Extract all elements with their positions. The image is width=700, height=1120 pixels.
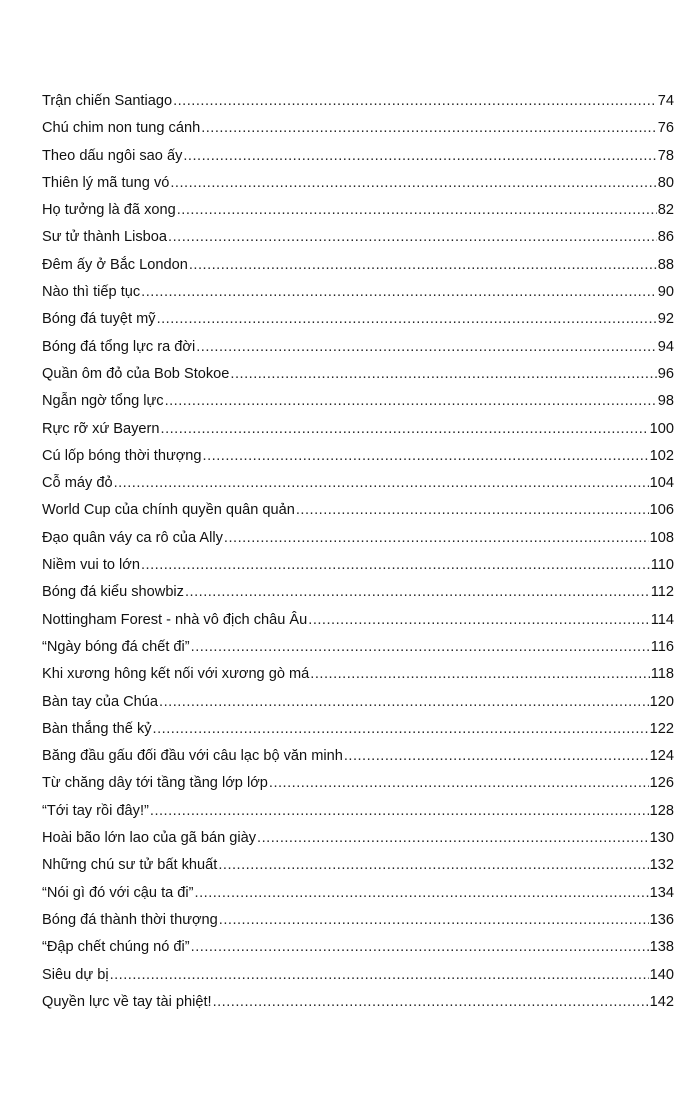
toc-entry[interactable] bbox=[42, 443, 674, 470]
table-of-contents bbox=[42, 88, 674, 1016]
toc-entry-title: Bàn thắng thế kỷ bbox=[42, 720, 152, 737]
toc-entry[interactable] bbox=[42, 143, 674, 170]
toc-dot-leader bbox=[196, 334, 657, 361]
toc-entry[interactable] bbox=[42, 798, 674, 825]
toc-entry-page: 126 bbox=[649, 775, 674, 792]
toc-entry-title: Hoài bão lớn lao của gã bán giày bbox=[42, 830, 257, 847]
toc-dot-leader bbox=[269, 770, 649, 797]
toc-entry-title: Ngẫn ngờ tổng lực bbox=[42, 393, 164, 410]
toc-entry-title: Từ chăng dây tới tầng tầng lớp lớp bbox=[42, 775, 268, 792]
toc-dot-leader bbox=[310, 661, 649, 688]
toc-entry-page: 76 bbox=[657, 120, 674, 137]
toc-entry-title: Họ tưởng là đã xong bbox=[42, 202, 176, 219]
toc-entry-page: 130 bbox=[649, 830, 674, 847]
toc-entry-title: Trận chiến Santiago bbox=[42, 93, 173, 109]
toc-entry-page: 86 bbox=[657, 229, 674, 246]
toc-entry-page: 118 bbox=[650, 666, 674, 683]
toc-entry-title: Đêm ấy ở Bắc London bbox=[42, 256, 188, 273]
toc-entry-page: 114 bbox=[650, 611, 674, 628]
toc-entry-title: Quần ôm đỏ của Bob Stokoe bbox=[42, 365, 230, 382]
toc-entry-title: “Nói gì đó với cậu ta đi” bbox=[42, 884, 194, 901]
toc-entry-page: 82 bbox=[657, 202, 674, 219]
toc-dot-leader bbox=[185, 579, 650, 606]
toc-entry[interactable] bbox=[42, 743, 674, 770]
toc-entry-title: World Cup của chính quyền quân quản bbox=[42, 502, 295, 519]
toc-dot-leader bbox=[168, 224, 657, 251]
toc-entry-page: 106 bbox=[649, 502, 674, 519]
toc-entry-title: Quyền lực về tay tài phiệt! bbox=[42, 993, 212, 1010]
toc-dot-leader bbox=[157, 306, 657, 333]
toc-entry[interactable] bbox=[42, 634, 674, 661]
toc-entry[interactable] bbox=[42, 907, 674, 934]
toc-entry-page: 136 bbox=[649, 911, 674, 928]
toc-entry-title: Thiên lý mã tung vó bbox=[42, 174, 170, 191]
toc-entry-page: 102 bbox=[649, 447, 674, 464]
toc-entry[interactable] bbox=[42, 689, 674, 716]
toc-entry-title: Bóng đá thành thời thượng bbox=[42, 911, 218, 928]
toc-entry-title: Niềm vui to lớn bbox=[42, 557, 140, 574]
toc-entry[interactable] bbox=[42, 607, 674, 634]
toc-entry[interactable] bbox=[42, 934, 674, 961]
toc-dot-leader bbox=[191, 934, 649, 961]
toc-dot-leader bbox=[218, 852, 648, 879]
toc-entry-page: 138 bbox=[649, 939, 674, 956]
toc-entry-title: Bóng đá tuyệt mỹ bbox=[42, 311, 156, 328]
toc-entry-page: 116 bbox=[650, 638, 674, 655]
toc-entry[interactable] bbox=[42, 361, 674, 388]
toc-entry[interactable] bbox=[42, 416, 674, 443]
toc-entry-page: 92 bbox=[657, 311, 674, 328]
toc-entry-title: Nào thì tiếp tục bbox=[42, 284, 141, 301]
toc-dot-leader bbox=[230, 361, 656, 388]
toc-dot-leader bbox=[213, 989, 649, 1016]
toc-dot-leader bbox=[170, 170, 656, 197]
toc-entry-page: 88 bbox=[657, 256, 674, 273]
toc-dot-leader bbox=[114, 470, 649, 497]
toc-entry[interactable] bbox=[42, 661, 674, 688]
toc-entry-page: 104 bbox=[649, 475, 674, 492]
toc-entry-page: 124 bbox=[649, 748, 674, 765]
toc-entry-title: Cỗ máy đỏ bbox=[42, 475, 113, 492]
toc-dot-leader bbox=[344, 743, 649, 770]
toc-entry[interactable] bbox=[42, 552, 674, 579]
toc-entry[interactable] bbox=[42, 716, 674, 743]
toc-entry[interactable] bbox=[42, 115, 674, 142]
toc-dot-leader bbox=[195, 880, 649, 907]
toc-entry[interactable] bbox=[42, 170, 674, 197]
toc-entry[interactable] bbox=[42, 989, 674, 1016]
toc-entry[interactable] bbox=[42, 579, 674, 606]
toc-entry-title: Rực rỡ xứ Bayern bbox=[42, 420, 160, 437]
toc-entry-title: Siêu dự bị bbox=[42, 966, 109, 983]
toc-entry-page: 134 bbox=[649, 884, 674, 901]
toc-entry-page: 94 bbox=[657, 338, 674, 355]
toc-entry[interactable] bbox=[42, 388, 674, 415]
toc-entry[interactable] bbox=[42, 962, 674, 989]
toc-entry-title: “Tới tay rồi đây!” bbox=[42, 802, 149, 819]
toc-entry[interactable] bbox=[42, 525, 674, 552]
toc-entry[interactable] bbox=[42, 88, 674, 115]
toc-entry[interactable] bbox=[42, 470, 674, 497]
toc-entry-title: Khi xương hông kết nối với xương gò má bbox=[42, 666, 310, 683]
toc-entry-title: Bàn tay của Chúa bbox=[42, 693, 159, 710]
toc-entry[interactable] bbox=[42, 279, 674, 306]
toc-dot-leader bbox=[308, 607, 649, 634]
toc-entry-page: 142 bbox=[649, 993, 674, 1010]
toc-entry-page: 108 bbox=[649, 529, 674, 546]
toc-entry-title: Bóng đá kiểu showbiz bbox=[42, 584, 184, 601]
toc-dot-leader bbox=[159, 689, 649, 716]
toc-entry-page: 74 bbox=[657, 93, 674, 109]
toc-dot-leader bbox=[183, 143, 656, 170]
toc-entry-page: 80 bbox=[657, 174, 674, 191]
toc-dot-leader bbox=[257, 825, 649, 852]
toc-dot-leader bbox=[173, 88, 657, 115]
toc-entry-page: 110 bbox=[650, 557, 674, 574]
toc-entry-page: 128 bbox=[649, 802, 674, 819]
toc-dot-leader bbox=[203, 443, 649, 470]
toc-dot-leader bbox=[141, 279, 657, 306]
toc-entry-title: Nottingham Forest - nhà vô địch châu Âu bbox=[42, 611, 308, 628]
toc-entry[interactable] bbox=[42, 334, 674, 361]
toc-entry[interactable] bbox=[42, 252, 674, 279]
toc-entry[interactable] bbox=[42, 306, 674, 333]
toc-entry[interactable] bbox=[42, 224, 674, 251]
toc-dot-leader bbox=[219, 907, 649, 934]
toc-entry-page: 140 bbox=[649, 966, 674, 983]
toc-dot-leader bbox=[165, 388, 657, 415]
toc-entry-title: Cú lốp bóng thời thượng bbox=[42, 447, 202, 464]
toc-entry-title: “Đập chết chúng nó đi” bbox=[42, 939, 190, 956]
toc-entry[interactable] bbox=[42, 770, 674, 797]
toc-entry-page: 100 bbox=[649, 420, 674, 437]
toc-entry-title: Đạo quân váy ca rô của Ally bbox=[42, 529, 223, 546]
toc-entry-page: 90 bbox=[657, 284, 674, 301]
toc-dot-leader bbox=[224, 525, 649, 552]
toc-entry-page: 120 bbox=[649, 693, 674, 710]
toc-entry-title: Bóng đá tổng lực ra đời bbox=[42, 338, 196, 355]
toc-dot-leader bbox=[110, 962, 649, 989]
toc-dot-leader bbox=[177, 197, 657, 224]
toc-entry-title: Chú chim non tung cánh bbox=[42, 120, 201, 137]
toc-entry-page: 98 bbox=[657, 393, 674, 410]
toc-dot-leader bbox=[153, 716, 649, 743]
toc-entry-page: 112 bbox=[650, 584, 674, 601]
toc-entry[interactable] bbox=[42, 197, 674, 224]
toc-dot-leader bbox=[161, 416, 649, 443]
toc-entry[interactable] bbox=[42, 825, 674, 852]
toc-dot-leader bbox=[141, 552, 650, 579]
toc-entry[interactable] bbox=[42, 852, 674, 879]
toc-dot-leader bbox=[201, 115, 657, 142]
toc-entry-title: Băng đầu gấu đối đầu với câu lạc bộ văn minh bbox=[42, 748, 343, 765]
toc-entry[interactable] bbox=[42, 880, 674, 907]
toc-dot-leader bbox=[191, 634, 650, 661]
toc-entry-title: “Ngày bóng đá chết đi” bbox=[42, 638, 190, 655]
toc-dot-leader bbox=[189, 252, 657, 279]
toc-dot-leader bbox=[296, 497, 649, 524]
toc-entry-page: 132 bbox=[649, 857, 674, 874]
toc-entry-page: 122 bbox=[649, 720, 674, 737]
toc-dot-leader bbox=[150, 798, 649, 825]
toc-entry-title: Sư tử thành Lisboa bbox=[42, 229, 168, 246]
toc-entry-title: Những chú sư tử bất khuất bbox=[42, 857, 218, 874]
toc-entry[interactable] bbox=[42, 497, 674, 524]
toc-entry-page: 96 bbox=[657, 365, 674, 382]
toc-entry-title: Theo dấu ngôi sao ấy bbox=[42, 147, 183, 164]
toc-entry-page: 78 bbox=[657, 147, 674, 164]
